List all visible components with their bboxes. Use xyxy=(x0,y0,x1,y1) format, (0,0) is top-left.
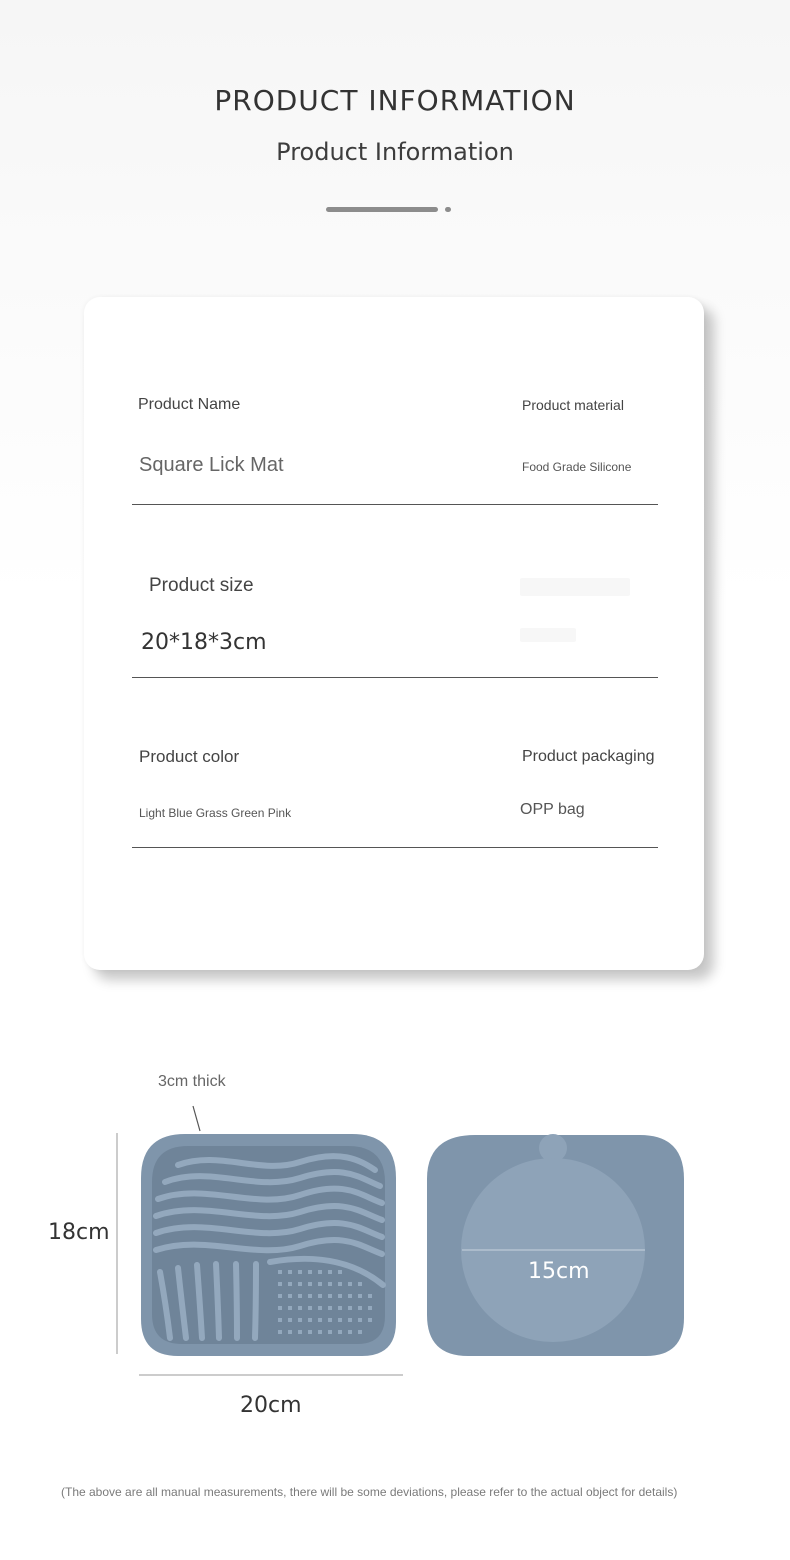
measurement-disclaimer: (The above are all manual measurements, there will be some deviations, please refer to the actual object for details) xyxy=(61,1485,678,1499)
faded-placeholder xyxy=(520,628,576,642)
product-dimension-illustration xyxy=(0,1000,790,1460)
lick-mat-front xyxy=(141,1134,396,1356)
width-label: 20cm xyxy=(240,1393,302,1418)
row-divider xyxy=(132,847,658,848)
thickness-pointer-line xyxy=(193,1106,200,1131)
height-label: 18cm xyxy=(48,1220,110,1245)
faded-placeholder xyxy=(520,578,630,596)
title-divider xyxy=(326,207,438,212)
suction-cup-diameter-label: 15cm xyxy=(528,1259,590,1284)
product-packaging-label: Product packaging xyxy=(522,748,655,765)
lick-mat-back xyxy=(427,1134,684,1356)
product-name-value: Square Lick Mat xyxy=(139,454,284,476)
title-divider-dot xyxy=(445,207,451,212)
product-material-label: Product material xyxy=(522,397,624,413)
product-name-label: Product Name xyxy=(138,396,241,413)
product-material-value: Food Grade Silicone xyxy=(522,460,632,474)
thickness-label: 3cm thick xyxy=(158,1073,226,1090)
suction-cup-tab xyxy=(539,1134,567,1162)
row-divider xyxy=(132,677,658,678)
product-size-label: Product size xyxy=(149,575,254,596)
product-size-value: 20*18*3cm xyxy=(141,630,267,655)
product-color-value: Light Blue Grass Green Pink xyxy=(139,806,292,820)
page-title: PRODUCT INFORMATION xyxy=(214,84,576,117)
row-divider xyxy=(132,504,658,505)
page-subtitle: Product Information xyxy=(276,138,514,166)
product-color-label: Product color xyxy=(139,747,240,766)
product-packaging-value: OPP bag xyxy=(520,801,585,818)
